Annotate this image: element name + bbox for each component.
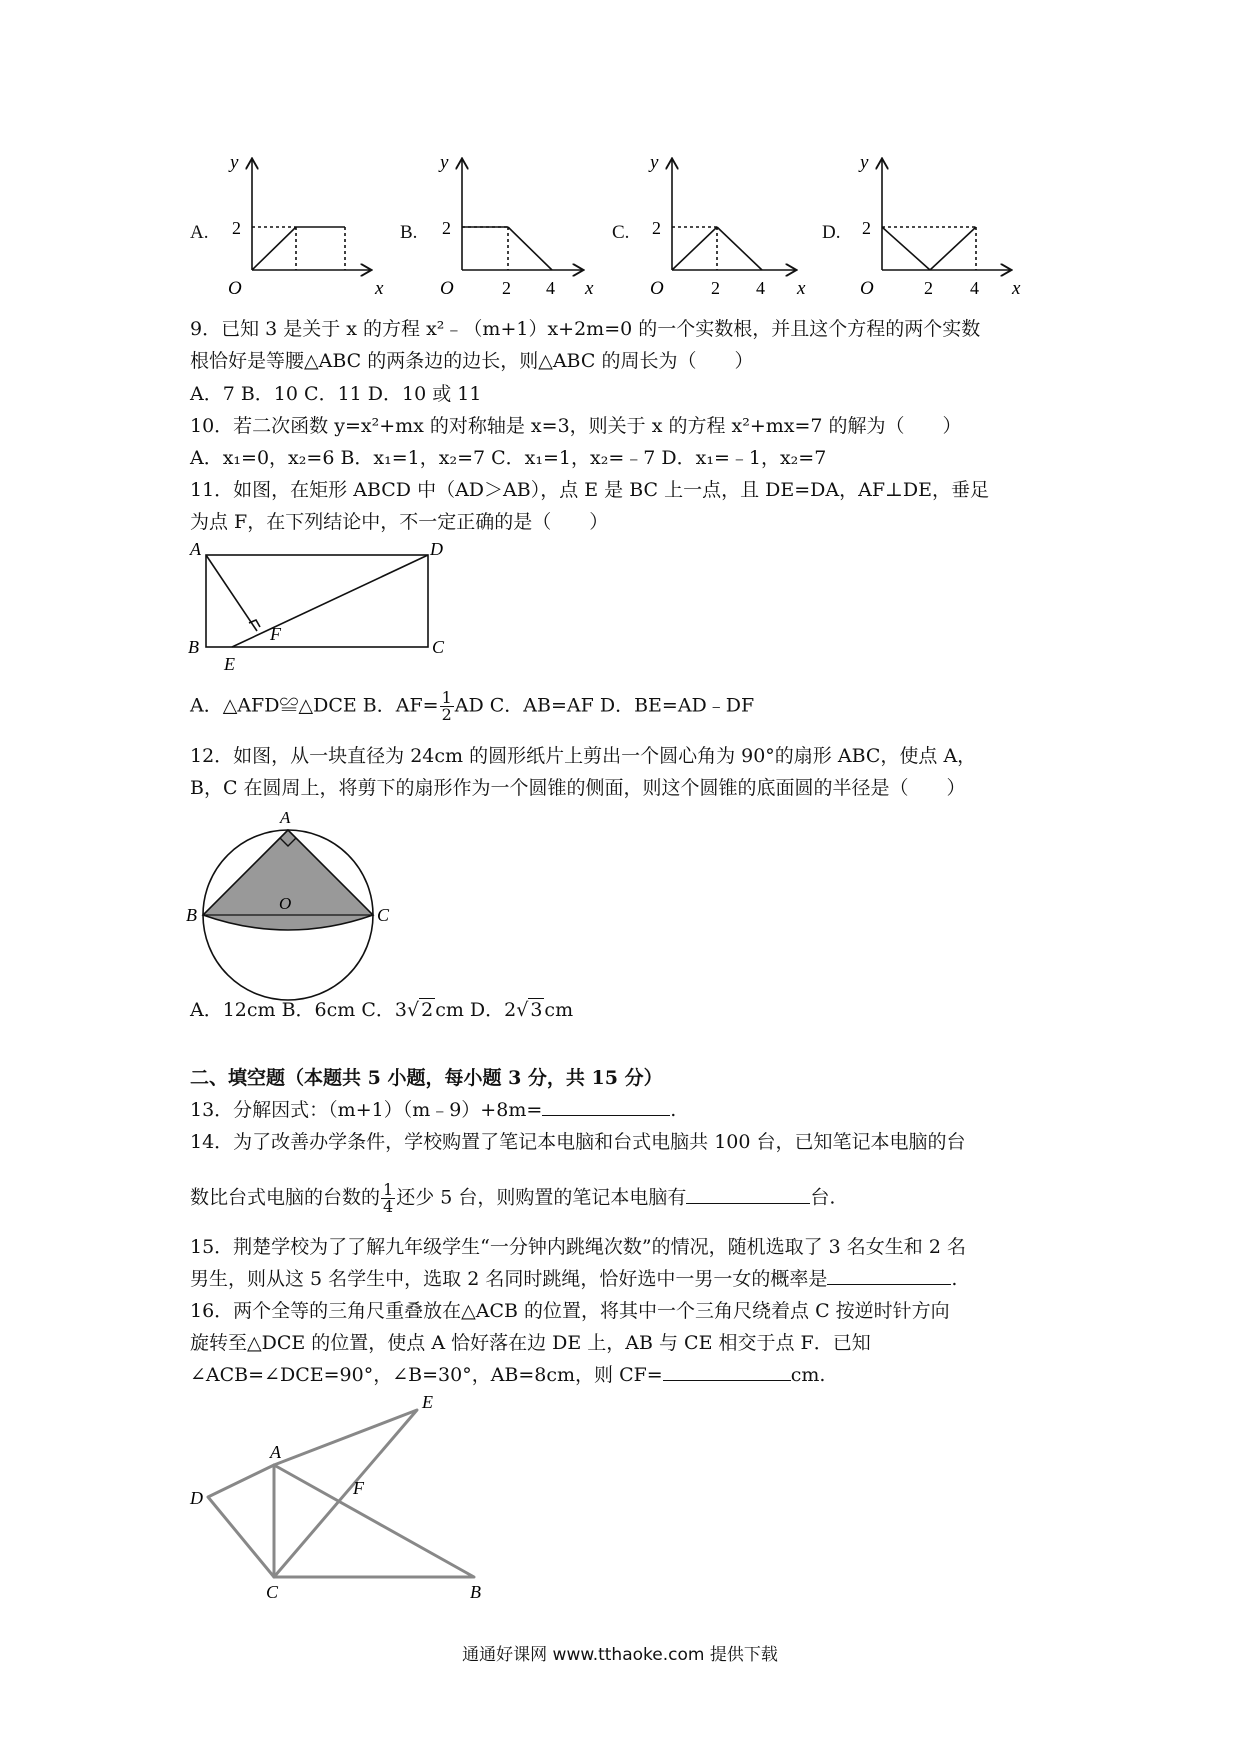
q16-label-e: E bbox=[422, 1392, 433, 1412]
graph-c-y: y bbox=[650, 152, 659, 173]
graph-b bbox=[462, 160, 582, 270]
q12-opt-ab: A．12cm B．6cm C．3 bbox=[190, 999, 407, 1021]
q12-line1: 12．如图，从一块直径为 24cm 的圆形纸片上剪出一个圆心角为 90°的扇形 ABC，使点 A， bbox=[190, 745, 977, 767]
q12-sqrt-d: 3 bbox=[530, 999, 543, 1021]
q12-label-a: A bbox=[280, 808, 291, 827]
q11-options bbox=[190, 690, 754, 723]
q12-label-o: O bbox=[279, 894, 292, 913]
page-footer: 通通好课网 www.tthaoke.com 提供下载 bbox=[462, 1645, 778, 1665]
q11-label-f: F bbox=[270, 624, 281, 644]
q16-end: cm. bbox=[790, 1364, 826, 1386]
graph-b-2y: 2 bbox=[442, 218, 451, 238]
graph-a-x: x bbox=[375, 278, 384, 299]
q13-text: 13．分解因式：（m+1）（m﹣9）+8m= bbox=[190, 1099, 543, 1121]
graph-c-x: x bbox=[797, 278, 806, 299]
q11-label-a: A bbox=[190, 539, 201, 559]
q13-end: . bbox=[670, 1099, 677, 1121]
q12-line2: B，C 在圆周上，将剪下的扇形作为一个圆锥的侧面，则这个圆锥的底面圆的半径是（ ） bbox=[190, 777, 966, 799]
q9-line2: 根恰好是等腰△ABC 的两条边的边长，则△ABC 的周长为（ ） bbox=[190, 350, 754, 372]
q12-opt-d-unit: cm bbox=[544, 999, 574, 1021]
q12-sqrt-c: 2 bbox=[421, 999, 434, 1021]
graph-c-4x: 4 bbox=[756, 278, 765, 298]
graph-b-4x: 4 bbox=[546, 278, 555, 298]
q14-answer-blank[interactable] bbox=[686, 1183, 810, 1204]
option-a-label: A. bbox=[190, 222, 209, 243]
q16-label-b: B bbox=[470, 1582, 481, 1602]
q11-opt-rest: AD C．AB=AF D．BE=AD﹣DF bbox=[454, 694, 755, 717]
graph-c-2y: 2 bbox=[652, 218, 661, 238]
q14-line2a: 数比台式电脑的台数的 bbox=[190, 1186, 381, 1209]
graph-d-x: x bbox=[1012, 278, 1021, 299]
q15-answer-blank[interactable] bbox=[827, 1264, 951, 1285]
q16-line3 bbox=[190, 1360, 825, 1390]
q16-answer-blank[interactable] bbox=[663, 1360, 791, 1381]
q15-line1: 15．荆楚学校为了了解九年级学生“一分钟内跳绳次数”的情况，随机选取了 3 名女生和 2 名 bbox=[190, 1236, 966, 1258]
option-d-label: D. bbox=[822, 222, 841, 243]
graph-a-o: O bbox=[228, 278, 242, 299]
graph-a-2: 2 bbox=[232, 218, 241, 238]
q11-fraction: $\frac{1}{2}$ bbox=[441, 688, 452, 724]
graph-b-o: O bbox=[440, 278, 454, 299]
graph-d-4x: 4 bbox=[970, 278, 979, 298]
graph-d-y: y bbox=[860, 152, 869, 173]
q10-options: A．x₁=0，x₂=6 B．x₁=1，x₂=7 C．x₁=1，x₂=﹣7 D．x₁=﹣1，x₂=7 bbox=[190, 447, 827, 469]
q13-answer-blank[interactable] bbox=[542, 1095, 670, 1116]
option-b-label: B. bbox=[400, 222, 418, 243]
q11-label-e: E bbox=[224, 654, 235, 674]
graph-b-y: y bbox=[440, 152, 449, 173]
q8-graphs bbox=[0, 0, 1240, 320]
graph-b-2x: 2 bbox=[502, 278, 511, 298]
q11-label-c: C bbox=[432, 637, 445, 657]
q9-options: A．7 B．10 C．11 D．10 或 11 bbox=[190, 383, 482, 405]
graph-c bbox=[672, 160, 795, 270]
q11-label-b: B bbox=[188, 637, 199, 657]
q16-label-d: D bbox=[190, 1488, 203, 1508]
q16-line1: 16．两个全等的三角尺重叠放在△ACB 的位置，将其中一个三角尺绕着点 C 按逆时针方向 bbox=[190, 1300, 950, 1322]
q9-line1: 9．已知 3 是关于 x 的方程 x²﹣（m+1）x+2m=0 的一个实数根，并且这个方程的两个实数 bbox=[190, 318, 981, 340]
q16-figure bbox=[180, 1392, 500, 1602]
graph-d-o: O bbox=[860, 278, 874, 299]
q16-line3-text: ∠ACB=∠DCE=90°，∠B=30°，AB=8cm，则 CF= bbox=[190, 1364, 663, 1386]
q10-line1: 10．若二次函数 y=x²+mx 的对称轴是 x=3，则关于 x 的方程 x²+mx=7 的解为（ ） bbox=[190, 415, 962, 437]
graph-a-y: y bbox=[230, 152, 239, 173]
graph-c-o: O bbox=[650, 278, 664, 299]
graph-c-2x: 2 bbox=[711, 278, 720, 298]
graph-d bbox=[882, 160, 1010, 270]
q12-label-b: B bbox=[186, 905, 197, 925]
q14-line2 bbox=[190, 1182, 835, 1215]
q12-figure bbox=[180, 805, 400, 1000]
q11-line2: 为点 F，在下列结论中，不一定正确的是（ ） bbox=[190, 511, 609, 533]
graph-a bbox=[252, 160, 370, 270]
q16-line2: 旋转至△DCE 的位置，使点 A 恰好落在边 DE 上，AB 与 CE 相交于点 F．已知 bbox=[190, 1332, 871, 1354]
q14-end: 台. bbox=[810, 1186, 836, 1209]
graph-d-2x: 2 bbox=[924, 278, 933, 298]
q11-figure bbox=[180, 535, 445, 675]
q11-label-d: D bbox=[430, 539, 443, 559]
q14-line1: 14．为了改善办学条件，学校购置了笔记本电脑和台式电脑共 100 台，已知笔记本电脑的台 bbox=[190, 1131, 966, 1153]
q12-label-c: C bbox=[377, 905, 390, 925]
q14-line2b: 还少 5 台，则购置的笔记本电脑有 bbox=[396, 1186, 687, 1209]
section2-heading: 二、填空题（本题共 5 小题，每小题 3 分，共 15 分） bbox=[190, 1067, 663, 1089]
q16-label-f: F bbox=[353, 1478, 364, 1498]
graph-d-2y: 2 bbox=[862, 218, 871, 238]
q12-opt-c-unit: cm D．2 bbox=[435, 999, 517, 1021]
option-c-label: C. bbox=[612, 222, 630, 243]
q16-label-a: A bbox=[270, 1442, 281, 1462]
q14-fraction: $\frac{1}{4}$ bbox=[383, 1180, 394, 1216]
q15-line2 bbox=[190, 1264, 957, 1294]
q15-line2-text: 男生，则从这 5 名学生中，选取 2 名同时跳绳，恰好选中一男一女的概率是 bbox=[190, 1268, 828, 1290]
q13-line bbox=[190, 1095, 676, 1125]
q11-line1: 11．如图，在矩形 ABCD 中（AD＞AB），点 E 是 BC 上一点，且 DE=DA，AF⊥DE，垂足 bbox=[190, 479, 989, 501]
q15-end: . bbox=[951, 1268, 958, 1290]
q12-options: A．12cm B．6cm C．3√ 2 cm D．2√ 3 cm bbox=[190, 999, 574, 1021]
q11-opt-a: A．△AFD≌△DCE B．AF= bbox=[190, 694, 439, 717]
graph-b-x: x bbox=[585, 278, 594, 299]
q16-label-c: C bbox=[266, 1582, 279, 1602]
